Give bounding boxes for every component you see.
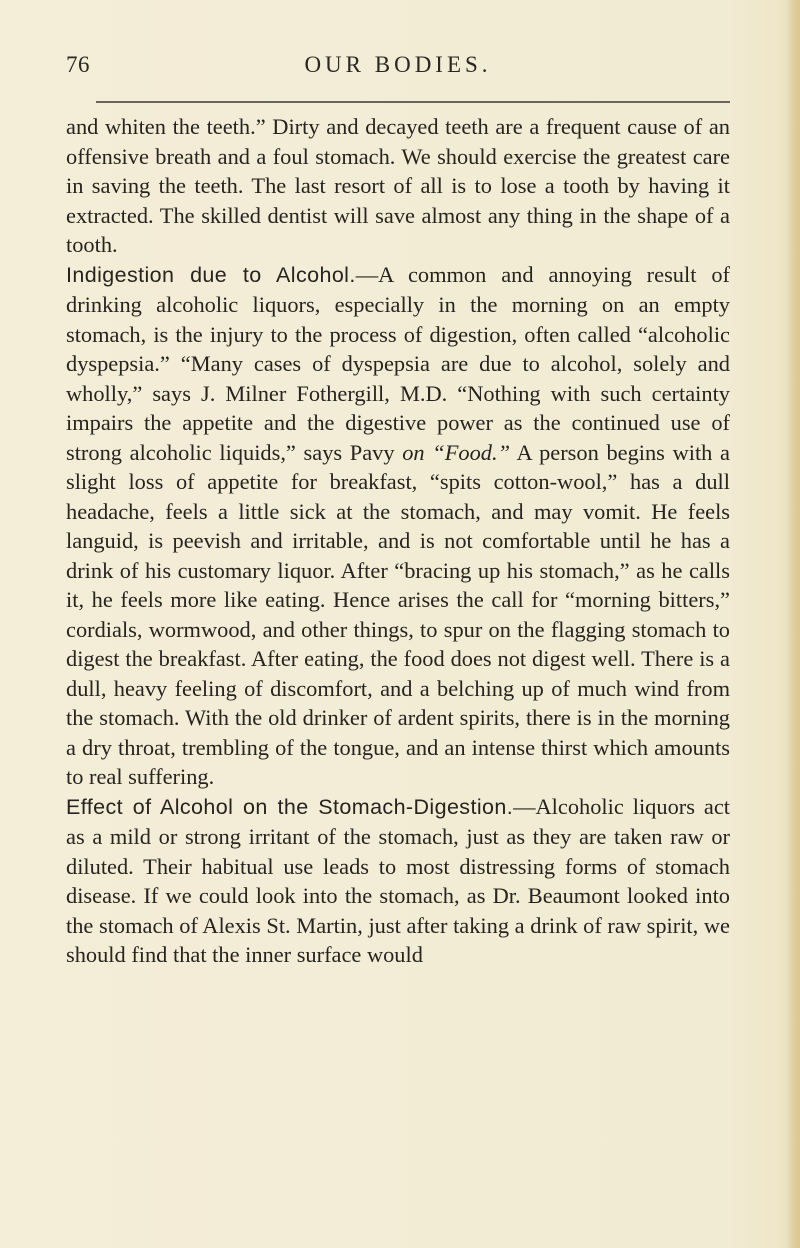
paragraph-text: —A common and annoying result of drinking alcoholic liquors, especially in the morning on an empty stomach, is the injury to the process of digestion, often called “alcoholic dyspepsia.” “Many cases of dyspepsia are due to alcohol, solely and wholly,” says J. Milner Fothergill, M.D. “Nothing with such certainty impairs the appetite and the digestive power as the continued use of strong alcoholic liquids,” says Pavy [66,261,730,465]
page-header [66,52,730,82]
paragraph-text: —Alcoholic liquors act as a mild or strong irritant of the stomach, just as they are taken raw or diluted. Their habitual use leads to most distressing forms of stomach disease. If we could look into the stomach, as Dr. Beaumont looked into the stomach of Alexis St. Martin, just after taking a drink of raw spirit, we should find that the inner surface would [66,793,730,967]
running-title: OUR BODIES. [304,52,492,77]
paragraph-stomach-digestion [66,792,730,970]
section-heading-stomach-digestion: Effect of Alcohol on the Stomach-Digestion. [66,794,514,819]
paragraph-text-continued: A person begins with a slight loss of appetite for breakfast, “spits cotton-wool,” has a dull headache, feels a little sick at the stomach, and may vomit. He feels languid, is peevish and irritable, and is not comfortable until he has a drink of his customary liquor. After “bracing up his stomach,” as he calls it, he feels more like eating. Hence arises the call for “morning bitters,” cordials, wormwood, and other things, to spur on the flagging stomach to digest the breakfast. After eating, the food does not digest well. There is a dull, heavy feeling of discomfort, and a belching up of much wind from the stomach. With the old drinker of ardent spirits, there is in the morning a dry throat, trembling of the tongue, and an intense thirst which amounts to real suffering. [66,439,730,789]
page-edge-shadow [786,0,800,1248]
paragraph-teeth [66,112,730,260]
header-rule [96,101,730,103]
section-heading-indigestion: Indigestion due to Alcohol. [66,262,356,287]
paragraph-indigestion [66,260,730,792]
paragraph-text: and whiten the teeth.” Dirty and decayed teeth are a frequent cause of an offensive breath and a foul stomach. We should exercise the greatest care in saving the teeth. The last resort of all is to lose a tooth by having it extracted. The skilled dentist will save almost any thing in the shape of a tooth. [66,114,730,257]
page-number: 76 [66,52,90,77]
page-body [66,112,730,970]
book-title-italic: on “Food.” [402,439,511,465]
